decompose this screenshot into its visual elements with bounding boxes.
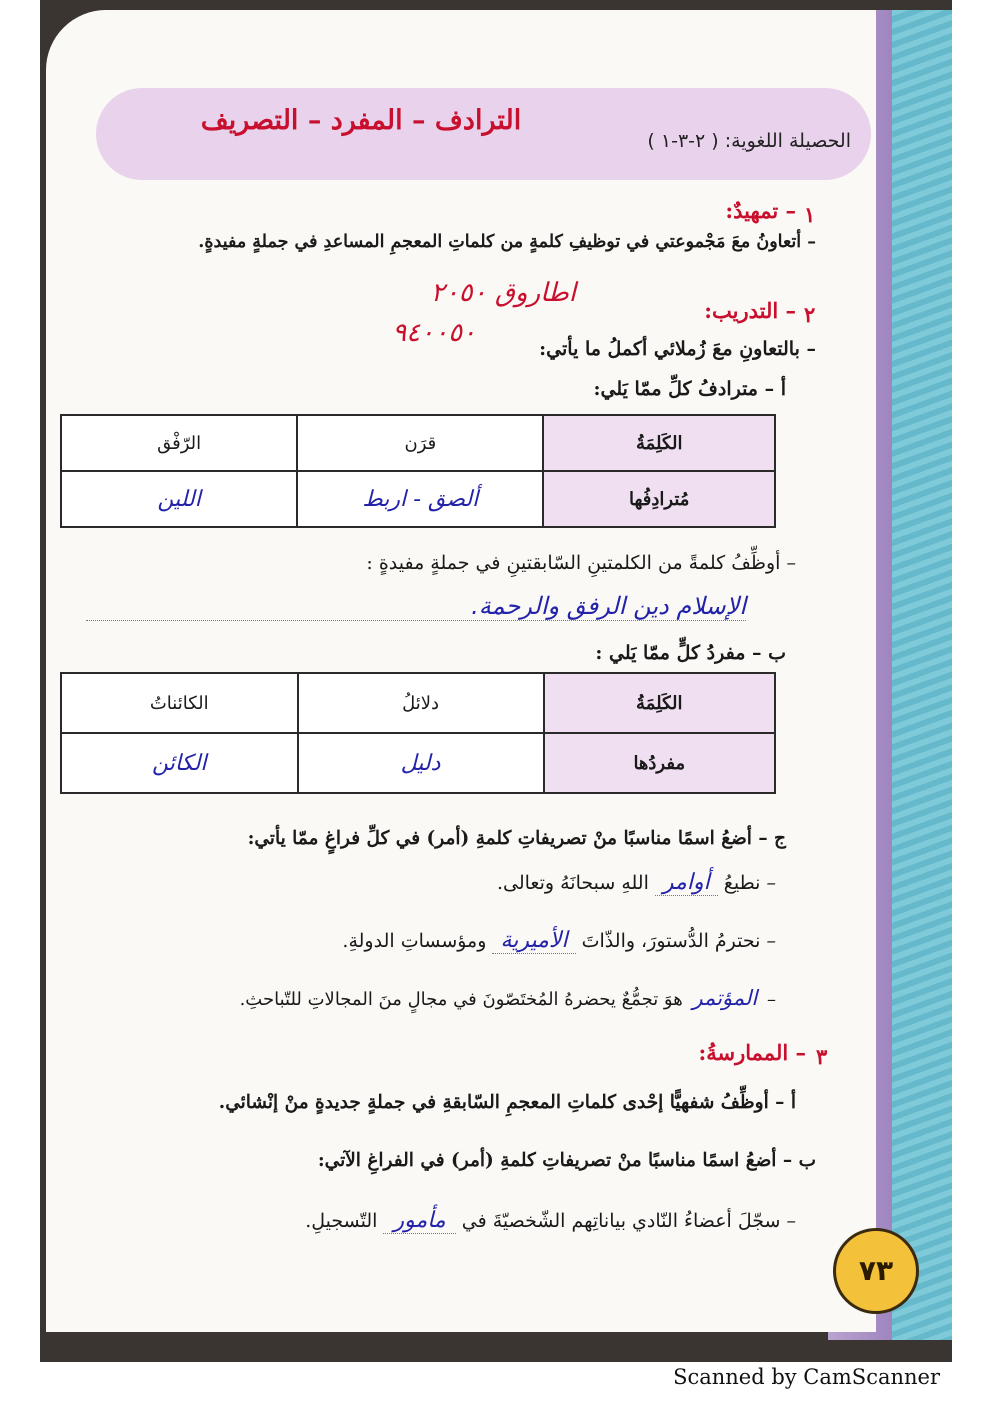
table-a-word-1: قرَن: [297, 415, 543, 471]
section3-line-end: التّسجيلِ.: [305, 1210, 378, 1232]
table-b-row-label: مفردُها: [544, 733, 775, 793]
table-a-answer-1: ألصق - اربط: [297, 471, 543, 527]
lesson-subtitle: الحصيلة اللغوية: ( ٢-٣-١ ): [647, 130, 851, 152]
handwritten-annotation-2: ٩٤٠٠٥٠: [392, 318, 476, 348]
section3-part-b: ب – أضعُ اسمًا مناسبًا منْ تصريفاتِ كلمةِ (أمر) في الفراغِ الآتي:: [317, 1150, 816, 1171]
table-b-word-2: الكائناتُ: [61, 673, 298, 733]
lesson-title: الترادف – المفرد – التصريف: [200, 105, 522, 136]
table-a-row-label: مُترادِفُها: [543, 471, 775, 527]
table-a-header-word: الكَلِمَةُ: [543, 415, 775, 471]
part-c-1-answer: أوامر: [655, 870, 718, 896]
section2-intro: – بالتعاونِ معَ زُملائي أكملُ ما يأتي:: [539, 338, 816, 360]
employ-label: – أوظِّفُ كلمةً من الكلمتينِ السّابقتينِ في جملةٍ مفيدةٍ :: [366, 552, 796, 574]
table-a-word-2: الرّفْق: [61, 415, 297, 471]
part-c-1-end: اللهِ سبحانَهُ وتعالى.: [496, 872, 649, 894]
section3-part-a: أ – أوظِّفُ شفهيًّا إحْدى كلماتِ المعجمِ السّابقةِ في جملةٍ جديدةٍ منْ إنْشائي.: [218, 1092, 796, 1113]
part-c-3-start: –: [767, 989, 776, 1010]
section3-line-start: – سجّلَ أعضاءُ النّادي بياناتِهم الشّخصيّةَ في: [461, 1210, 796, 1232]
part-c-line-3: [48, 986, 776, 1010]
handwritten-annotation-1: اطاروق ٢٠٥٠: [430, 278, 576, 308]
section1-line: – أتعاونُ معَ مَجْموعتي في توظيفِ كلمةٍ من كلماتِ المعجمِ المساعدِ في جملةٍ مفيدةٍ.: [198, 232, 816, 252]
employ-answer: الإسلام دين الرفق والرحمة.: [86, 592, 746, 621]
part-c-3-end: هوَ تجمُّعٌ يحضرهُ المُختَصّونَ في مجالٍ منَ المجالاتِ للتّباحثِ.: [239, 989, 683, 1010]
part-c-line-1: [286, 870, 776, 895]
part-c-label: ج – أضعُ اسمًا مناسبًا منْ تصريفاتِ كلمةِ (أمر) في كلِّ فراغٍ ممّا يأتي:: [247, 828, 786, 849]
part-c-2-end: ومؤسساتِ الدولةِ.: [342, 930, 487, 952]
section1-number: ١: [804, 202, 816, 227]
part-c-line-2: [146, 928, 776, 953]
section3-title: – الممارسةُ:: [698, 1040, 806, 1065]
section2-title: – التدريب:: [704, 298, 796, 323]
table-a-answer-2: اللين: [61, 471, 297, 527]
part-a-label: أ – مترادفُ كلِّ ممّا يَلي:: [593, 378, 786, 400]
synonyms-table: [60, 414, 776, 528]
part-c-2-start: – نحترمُ الدُّستورَ، والذّاتَ: [581, 930, 776, 952]
part-c-1-start: – نطيعُ: [723, 872, 776, 894]
section3-answer: مأمور: [383, 1208, 455, 1234]
decorative-teal-band: [892, 10, 952, 1340]
section2-number: ٢: [804, 302, 816, 327]
table-b-answer-1: دليل: [298, 733, 544, 793]
scanned-page-background: [40, 0, 952, 1362]
section3-number: ٣: [816, 1044, 828, 1069]
scanner-watermark: Scanned by CamScanner: [673, 1365, 940, 1389]
page-number-badge: ٧٣: [833, 1228, 919, 1314]
singulars-table: [60, 672, 776, 794]
part-b-label: ب – مفردُ كلٍّ ممّا يَلي :: [595, 642, 786, 664]
section3-line: [96, 1208, 796, 1233]
section1-title: – تمهيدٌ:: [725, 198, 796, 223]
part-c-2-answer: الأميرية: [492, 928, 575, 954]
table-b-answer-2: الكائن: [61, 733, 298, 793]
table-b-word-1: دلائلُ: [298, 673, 544, 733]
part-c-3-answer: المؤتمر: [692, 986, 758, 1010]
textbook-page: [46, 10, 876, 1332]
table-b-header-word: الكَلِمَةُ: [544, 673, 775, 733]
